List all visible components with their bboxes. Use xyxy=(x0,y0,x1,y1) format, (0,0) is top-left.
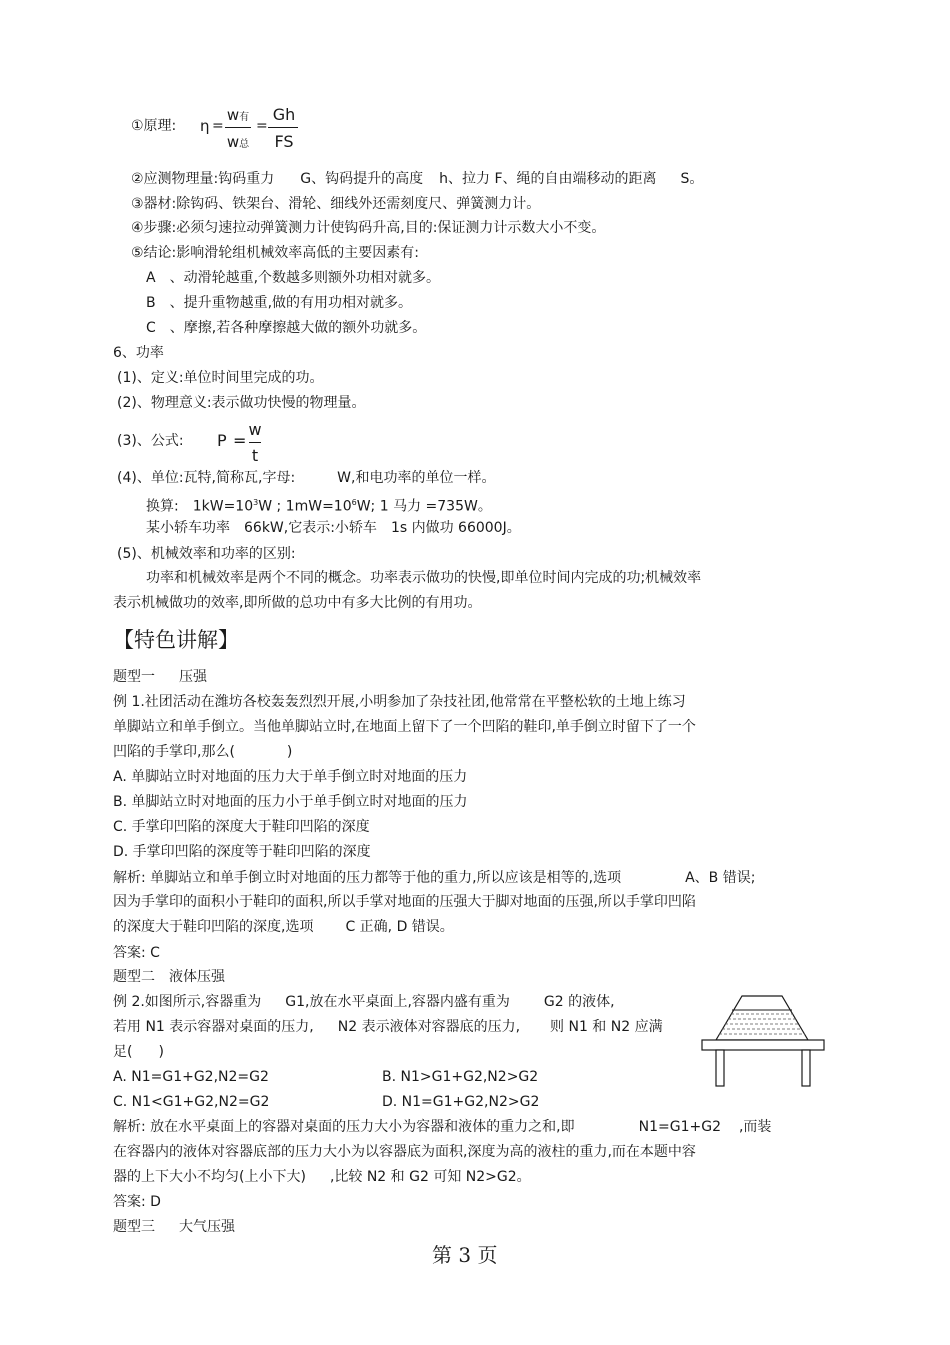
q1-analysis-line-2: 因为手掌印的面积小于鞋印的面积,所以手掌对地面的压强大于脚对地面的压强,所以手掌印凹陷 xyxy=(113,894,696,910)
efficiency-vs-power: (5)、机械效率和功率的区别: xyxy=(117,546,296,562)
unit-conversion: 换算: $1kW=10^3W$ ; $1mW=10^6W$; 1 马力 =735W。 xyxy=(146,498,492,515)
section-heading: 【特色讲解】 xyxy=(113,628,239,652)
q2-stem-line-2: 若用 N1 表示容器对桌面的压力, N2 表示液体对容器底的压力, 则 N1 和 N2 应满 xyxy=(113,1019,663,1035)
numerator-gh: Gh xyxy=(272,105,296,124)
container-on-table-figure xyxy=(698,990,828,1090)
question-type-1: 题型一 压强 xyxy=(113,669,207,685)
q1-stem-line-3: 凹陷的手掌印,那么( ) xyxy=(113,744,293,760)
section-power: 6、功率 xyxy=(113,345,164,361)
question-type-3: 题型三 大气压强 xyxy=(113,1219,235,1235)
equals-sign-3: = xyxy=(233,431,247,450)
conclusion-b: B 、提升重物越重,做的有用功相对就多。 xyxy=(146,295,413,311)
q1-option-a: A. 单脚站立时对地面的压力大于单手倒立时对地面的压力 xyxy=(113,769,468,785)
q1-option-c: C. 手掌印凹陷的深度大于鞋印凹陷的深度 xyxy=(113,819,370,835)
q2-analysis-line-2: 在容器内的液体对容器底部的压力大小为以容器底为面积,深度为高的液柱的重力,而在本题中容 xyxy=(113,1144,696,1160)
q2-option-a: A. N1=G1+G2,N2=G2 xyxy=(113,1069,269,1085)
power-meaning: (2)、物理意义:表示做功快慢的物理量。 xyxy=(117,395,366,411)
q1-analysis-line-3: 的深度大于鞋印凹陷的深度,选项 C 正确, D 错误。 xyxy=(113,919,454,935)
table-top xyxy=(702,1040,824,1050)
conclusion-c: C 、摩擦,若各种摩擦越大做的额外功就多。 xyxy=(146,320,427,336)
fraction-bar-3 xyxy=(249,442,261,443)
equals-sign: = xyxy=(212,118,224,134)
q2-option-b: B. N1>G1+G2,N2>G2 xyxy=(382,1069,539,1085)
power-definition: (1)、定义:单位时间里完成的功。 xyxy=(117,370,324,386)
q1-stem-line-2: 单脚站立和单手倒立。当他单脚站立时,在地面上留下了一个凹陷的鞋印,单手倒立时留下了一个 xyxy=(113,719,696,735)
paragraph-line-1: 功率和机械效率是两个不同的概念。功率表示做功的快慢,即单位时间内完成的功;机械效率 xyxy=(146,570,702,586)
power-unit: (4)、单位:瓦特,简称瓦,字母: W,和电功率的单位一样。 xyxy=(117,470,496,486)
q2-analysis-line-1: 解析: 放在水平桌面上的容器对桌面的压力大小为容器和液体的重力之和,即 N1=G1+G2 ,而装 xyxy=(113,1119,772,1135)
question-type-2: 题型二 液体压强 xyxy=(113,969,225,985)
q2-option-d: D. N1=G1+G2,N2>G2 xyxy=(382,1094,540,1110)
numerator-w: w xyxy=(248,420,262,439)
fraction-bar-2 xyxy=(268,127,298,128)
measured-quantities: ②应测物理量:钩码重力 G、钩码提升的高度 h、拉力 F、绳的自由端移动的距离 S。 xyxy=(131,171,704,187)
container-outline xyxy=(716,996,808,1040)
equals-sign-2: = xyxy=(256,118,268,134)
q1-answer: 答案: C xyxy=(113,945,160,961)
q1-option-b: B. 单脚站立时对地面的压力小于单手倒立时对地面的压力 xyxy=(113,794,468,810)
table-leg-right xyxy=(802,1050,810,1086)
q2-answer: 答案: D xyxy=(113,1194,161,1210)
work-useful: w有 xyxy=(226,106,250,124)
principle-label: ①原理: xyxy=(131,118,177,134)
denominator-t: t xyxy=(251,446,259,465)
conclusion-a: A 、动滑轮越重,个数越多则额外功相对就多。 xyxy=(146,270,441,286)
page-number: 第 3 页 xyxy=(432,1243,498,1267)
table-leg-left xyxy=(716,1050,724,1086)
paragraph-line-2: 表示机械做功的效率,即所做的总功中有多大比例的有用功。 xyxy=(113,595,482,611)
q1-option-d: D. 手掌印凹陷的深度等于鞋印凹陷的深度 xyxy=(113,844,371,860)
q2-option-c: C. N1<G1+G2,N2=G2 xyxy=(113,1094,270,1110)
q1-stem-line-1: 例 1.社团活动在潍坊各校轰轰烈烈开展,小明参加了杂技社团,他常常在平整松软的土地上练习 xyxy=(113,694,686,710)
p-symbol: P xyxy=(217,431,227,450)
conclusion-line: ⑤结论:影响滑轮组机械效率高低的主要因素有: xyxy=(131,245,419,261)
work-total: w总 xyxy=(226,133,250,151)
steps-line: ④步骤:必须匀速拉动弹簧测力计使钩码升高,目的:保证测力计示数大小不变。 xyxy=(131,220,606,236)
q2-stem-line-3: 足( ) xyxy=(113,1044,164,1060)
car-power-example: 某小轿车功率 66kW,它表示:小轿车 1s 内做功 66000J。 xyxy=(146,520,521,536)
eta-symbol: η xyxy=(200,117,210,135)
equipment-line: ③器材:除钩码、铁架台、滑轮、细线外还需刻度尺、弹簧测力计。 xyxy=(131,196,541,212)
q2-analysis-line-3: 器的上下大小不均匀(上小下大) ,比较 N2 和 G2 可知 N2>G2。 xyxy=(113,1169,531,1185)
q1-analysis-line-1: 解析: 单脚站立和单手倒立时对地面的压力都等于他的重力,所以应该是相等的,选项 A、B 错误; xyxy=(113,870,756,886)
formula-label: (3)、公式: xyxy=(117,433,184,449)
denominator-fs: FS xyxy=(274,132,294,151)
q2-stem-line-1: 例 2.如图所示,容器重为 G1,放在水平桌面上,容器内盛有重为 G2 的液体, xyxy=(113,994,615,1010)
fraction-bar xyxy=(225,127,251,128)
